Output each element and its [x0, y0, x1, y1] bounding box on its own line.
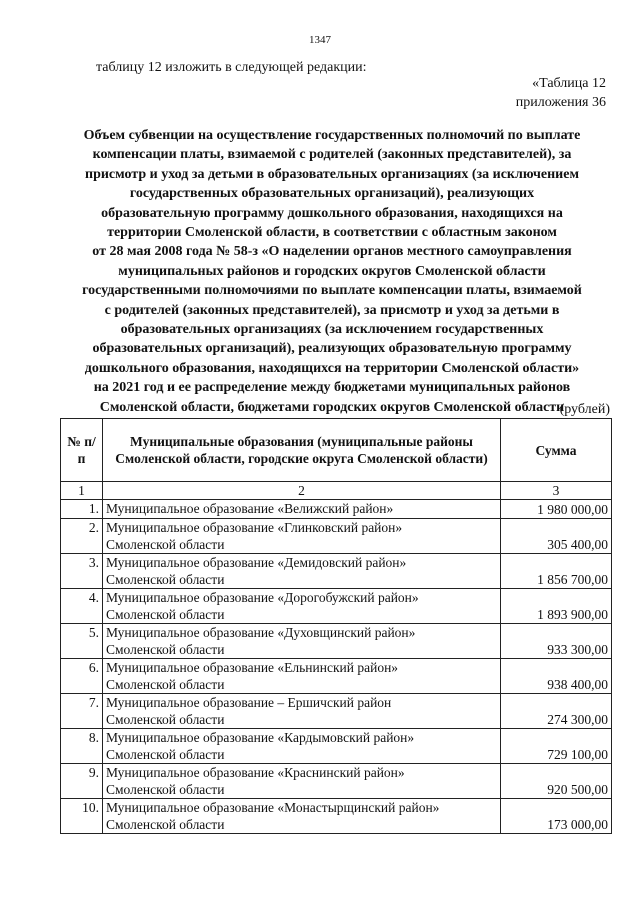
row-sum: 305 400,00: [501, 519, 612, 554]
municipality-name-line: Смоленской области: [106, 537, 225, 552]
row-sum: 1 893 900,00: [501, 589, 612, 624]
row-number: 6.: [61, 659, 103, 694]
table-row: [61, 589, 612, 624]
row-number: 3.: [61, 554, 103, 589]
table-row: [61, 729, 612, 764]
column-numbers-row: [61, 482, 612, 500]
intro-text: таблицу 12 изложить в следующей редакции:: [96, 60, 367, 75]
municipality-name: [103, 764, 501, 799]
row-sum: 938 400,00: [501, 659, 612, 694]
table-header-row: [61, 419, 612, 482]
row-sum: 1 980 000,00: [501, 500, 612, 519]
municipality-name: [103, 589, 501, 624]
municipality-name: [103, 554, 501, 589]
title-line: образовательных организациях (за исключением государственных: [120, 322, 544, 338]
title-line: на 2021 год и ее распределение между бюджетами муниципальных районов: [93, 380, 571, 396]
municipality-name-line: Муниципальное образование «Велижский район»: [106, 501, 394, 516]
table-reference-line: приложения 36: [515, 95, 606, 110]
table-row: [61, 659, 612, 694]
municipality-name-line: Муниципальное образование «Ельнинский район»: [106, 660, 399, 675]
table-row: [61, 764, 612, 799]
municipality-name-line: Смоленской области: [106, 572, 225, 587]
title-line: государственных образовательных организаций), реализующих: [129, 186, 535, 202]
municipality-name-line: Муниципальное образование «Дорогобужский район»: [106, 590, 419, 605]
header-number: № п/п: [61, 419, 103, 482]
municipality-name-line: Смоленской области: [106, 677, 225, 692]
municipality-name-line: Смоленской области: [106, 712, 225, 727]
page-number: 1347: [309, 34, 331, 46]
row-sum: 274 300,00: [501, 694, 612, 729]
municipality-name-line: Муниципальное образование «Демидовский район»: [106, 555, 407, 570]
row-sum: 173 000,00: [501, 799, 612, 834]
table-row: [61, 799, 612, 834]
municipality-name-line: Муниципальное образование – Ершичский район: [106, 695, 392, 710]
municipality-name: [103, 694, 501, 729]
row-number: 9.: [61, 764, 103, 799]
municipality-name-line: Муниципальное образование «Монастырщинский район»: [106, 800, 440, 815]
municipality-name: [103, 519, 501, 554]
title-line: государственными полномочиями по выплате компенсации платы, взимаемой: [82, 283, 582, 299]
title-line: Объем субвенции на осуществление государственных полномочий по выплате: [83, 128, 581, 143]
row-number: 5.: [61, 624, 103, 659]
municipality-name-line: Смоленской области: [106, 782, 225, 797]
title-line: образовательных организаций), реализующих образовательную программу: [92, 341, 572, 357]
municipality-name-line: Муниципальное образование «Краснинский район»: [106, 765, 405, 780]
title-line: Смоленской области, бюджетами городских округов Смоленской области: [99, 399, 565, 415]
header-sum: Сумма: [501, 419, 612, 482]
table-reference-line: «Таблица 12: [532, 76, 606, 91]
subvention-table: [60, 418, 612, 834]
title-line: муниципальных районов и городских округов Смоленской области: [118, 263, 546, 279]
municipality-name-line: Муниципальное образование «Глинковский район»: [106, 520, 403, 535]
title-line: присмотр и уход за детьми в образовательных организациях (за исключением: [85, 166, 579, 182]
table-row: [61, 500, 612, 519]
municipality-name: [103, 729, 501, 764]
municipality-name-line: Смоленской области: [106, 747, 225, 762]
row-sum: 1 856 700,00: [501, 554, 612, 589]
municipality-name: [103, 624, 501, 659]
row-sum: 933 300,00: [501, 624, 612, 659]
municipality-name: [103, 659, 501, 694]
column-number: 2: [103, 482, 501, 500]
table-row: [61, 624, 612, 659]
municipality-name: [103, 799, 501, 834]
column-number: 3: [501, 482, 612, 500]
municipality-name-line: Смоленской области: [106, 817, 225, 832]
municipality-name: [103, 500, 501, 519]
row-number: 4.: [61, 589, 103, 624]
table-row: [61, 554, 612, 589]
row-sum: 729 100,00: [501, 729, 612, 764]
row-number: 1.: [61, 500, 103, 519]
row-number: 10.: [61, 799, 103, 834]
table-row: [61, 519, 612, 554]
title-line: компенсации платы, взимаемой с родителей (законных представителей), за: [92, 147, 572, 163]
municipality-name-line: Смоленской области: [106, 642, 225, 657]
column-number: 1: [61, 482, 103, 500]
municipality-name-line: Муниципальное образование «Кардымовский район»: [106, 730, 415, 745]
municipality-name-line: Смоленской области: [106, 607, 225, 622]
title-line: территории Смоленской области, в соответствии с областным законом: [107, 225, 557, 241]
title-line: с родителей (законных представителей), за присмотр и уход за детьми в: [104, 302, 560, 318]
table-body: [61, 482, 612, 834]
table-reference: [516, 74, 606, 112]
title-line: дошкольного образования, находящихся на территории Смоленской области»: [84, 360, 580, 376]
municipality-name-line: Муниципальное образование «Духовщинский район»: [106, 625, 416, 640]
row-number: 8.: [61, 729, 103, 764]
row-sum: 920 500,00: [501, 764, 612, 799]
row-number: 2.: [61, 519, 103, 554]
table-row: [61, 694, 612, 729]
title-line: образовательную программу дошкольного образования, находящихся на: [101, 205, 563, 221]
row-number: 7.: [61, 694, 103, 729]
document-title: [58, 126, 606, 417]
header-municipality: Муниципальные образования (муниципальные районы Смоленской области, городские округа Смоленской области): [103, 419, 501, 482]
title-line: от 28 мая 2008 года № 58-з «О наделении органов местного самоуправления: [92, 244, 572, 260]
units-label: (рублей): [559, 402, 610, 417]
